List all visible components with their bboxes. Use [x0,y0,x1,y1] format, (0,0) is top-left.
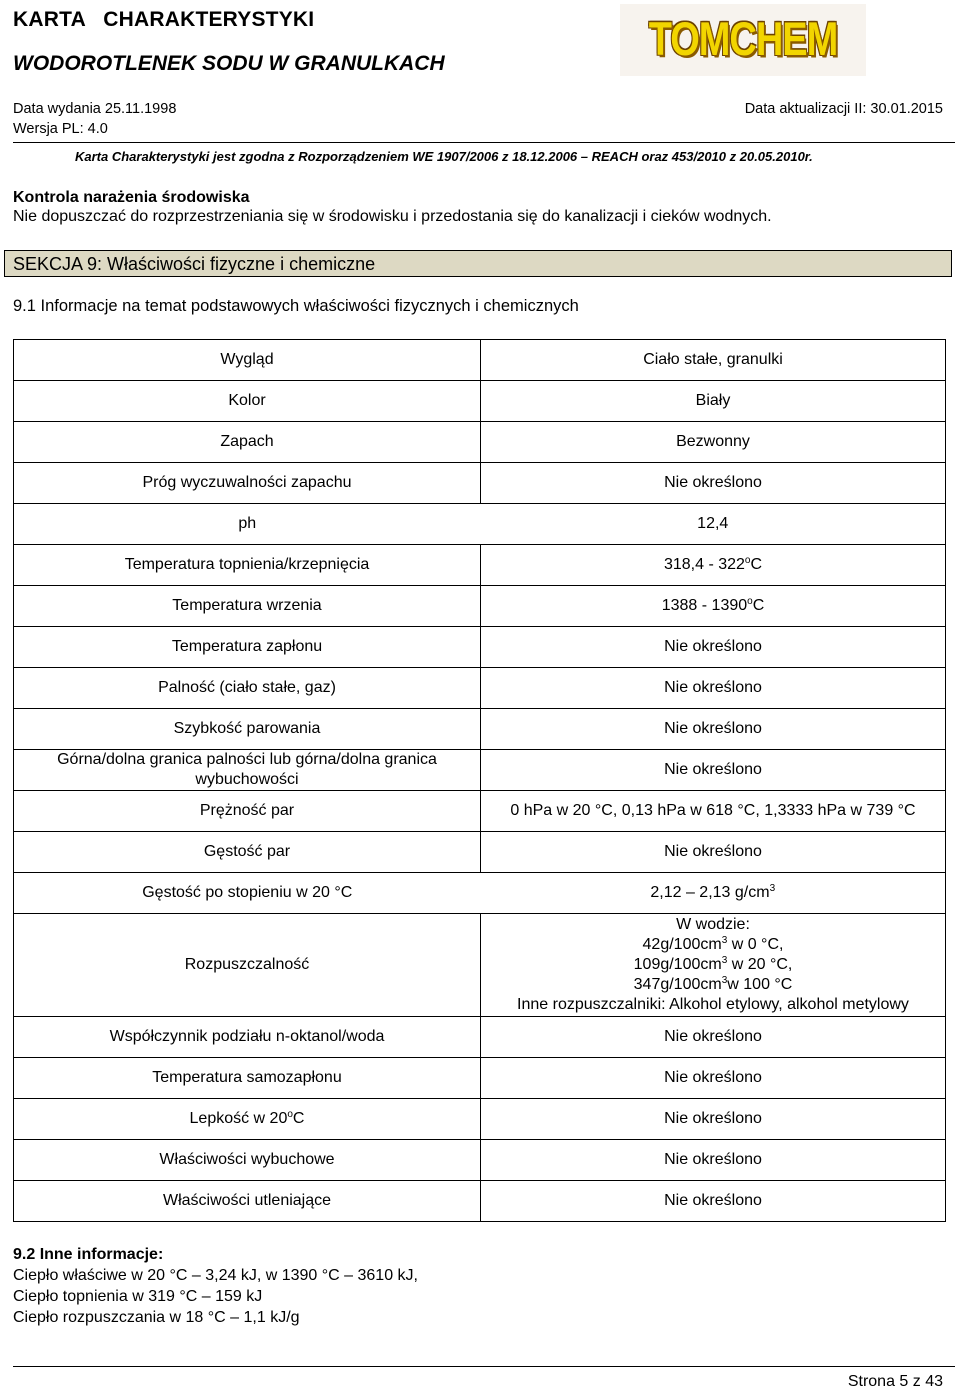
table-row [14,504,946,545]
property-value: Nie określono [481,1017,946,1058]
property-value: Nie określono [481,1058,946,1099]
other-info-line: Ciepło rozpuszczania w 18 °C – 1,1 kJ/g [13,1309,300,1326]
table-row [14,668,946,709]
page-number: Strona 5 z 43 [847,1373,943,1390]
table-row [14,1058,946,1099]
env-control-title: Kontrola narażenia środowiska [13,189,250,206]
property-name: Lepkość w 20$^o$C [14,1099,481,1140]
property-name: Temperatura wrzenia [14,586,481,627]
property-value: 0 hPa w 20 °C, 0,13 hPa w 618 °C, 1,3333 hPa w 739 °C [481,791,946,832]
issue-date: Data wydania 25.11.1998 [13,101,177,117]
product-name: WODOROTLENEK SODU W GRANULKACH [13,52,445,75]
section-header: SEKCJA 9: Właściwości fizyczne i chemiczne [4,250,952,277]
update-date: Data aktualizacji II: 30.01.2015 [744,101,943,117]
property-name: Palność (ciało stałe, gaz) [14,668,481,709]
table-row [14,463,946,504]
table-row [14,914,946,1017]
table-row [14,873,946,914]
table-row [14,1140,946,1181]
property-value: Nie określono [481,463,946,504]
regulation-note: Karta Charakterystyki jest zgodna z Rozporządzeniem WE 1907/2006 z 18.12.2006 – REACH oraz 453/2010 z 20.05.2010r. [75,149,813,164]
table-row [14,340,946,381]
table-row [14,627,946,668]
footer-divider [13,1366,955,1367]
env-control-text: Nie dopuszczać do rozprzestrzeniania się w środowisku i przedostania się do kanalizacji i cieków wodnych. [13,208,772,225]
property-value: Nie określono [481,668,946,709]
header-divider [13,142,955,143]
table-row [14,422,946,463]
property-value: 2,12 – 2,13 $g/cm^3$ [481,873,946,914]
property-name: Temperatura zapłonu [14,627,481,668]
properties-table [13,339,946,1222]
table-row [14,1017,946,1058]
property-value: Bezwonny [481,422,946,463]
other-info-title: 9.2 Inne informacje: [13,1246,164,1263]
table-row [14,545,946,586]
property-name: Wygląd [14,340,481,381]
property-name: Rozpuszczalność [14,914,481,1017]
property-name: Górna/dolna granica palności lub górna/dolna granica wybuchowości [14,750,481,791]
property-name: Temperatura topnienia/krzepnięcia [14,545,481,586]
property-name: Właściwości wybuchowe [14,1140,481,1181]
company-logo [620,4,866,76]
property-value: Nie określono [481,1181,946,1222]
document-title: KARTA CHARAKTERYSTYKI [13,8,315,31]
table-row [14,1181,946,1222]
table-row [14,750,946,791]
other-info-line: Ciepło właściwe w 20 °C – 3,24 kJ, w 1390 °C – 3610 kJ, [13,1267,418,1284]
property-value: Nie określono [481,709,946,750]
property-value: Nie określono [481,1140,946,1181]
property-value: 1388 - 1390$^o$C [481,586,946,627]
property-name: ph [14,504,481,545]
other-info-line: Ciepło topnienia w 319 °C – 159 kJ [13,1288,263,1305]
property-name: Szybkość parowania [14,709,481,750]
property-name: Współczynnik podziału n-oktanol/woda [14,1017,481,1058]
property-value: Biały [481,381,946,422]
logo-text: TOMCHEM [648,13,838,66]
property-value: 318,4 - 322$^o$C [481,545,946,586]
property-name: Kolor [14,381,481,422]
property-name: Zapach [14,422,481,463]
property-name: Próg wyczuwalności zapachu [14,463,481,504]
table-row [14,832,946,873]
table-row [14,586,946,627]
property-value: Ciało stałe, granulki [481,340,946,381]
property-name: Gęstość par [14,832,481,873]
property-value: Nie określono [481,832,946,873]
property-name: Gęstość po stopieniu w 20 °C [14,873,481,914]
table-row [14,1099,946,1140]
property-value: 12,4 [481,504,946,545]
table-row [14,709,946,750]
property-name: Właściwości utleniające [14,1181,481,1222]
property-value: W wodzie: $42g/100cm^3$ w 0 °C, $109g/100cm^3$ w 20 °C, $347g/100cm^3w$ 100 °C Inne rozpuszczalniki: Alkohol etylowy, alkohol metylowy [481,914,946,1017]
property-value: Nie określono [481,627,946,668]
property-value: Nie określono [481,1099,946,1140]
subsection-title: 9.1 Informacje na temat podstawowych właściwości fizycznych i chemicznych [13,297,579,315]
version: Wersja PL: 4.0 [13,121,108,137]
property-name: Temperatura samozapłonu [14,1058,481,1099]
table-row [14,791,946,832]
property-value: Nie określono [481,750,946,791]
table-row [14,381,946,422]
property-name: Prężność par [14,791,481,832]
